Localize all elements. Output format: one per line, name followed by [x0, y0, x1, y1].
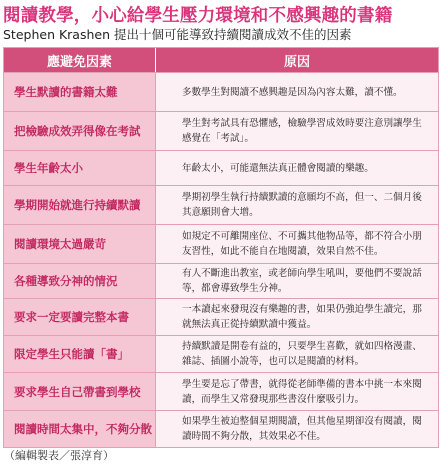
factor-cell: 學期開始就進行持續默讀 — [4, 186, 156, 224]
header-factor: 應避免因素 — [4, 48, 156, 72]
page-title: 閱讀教學，小心給學生壓力環境和不感興趣的書籍 — [3, 6, 393, 26]
reason-cell: 學生對考試具有恐懼感，檢驗學習成效時要注意別讓學生感覺在「考試」。 — [156, 112, 438, 150]
reason-cell: 年齡太小，可能還無法真正體會閱讀的樂趣。 — [156, 151, 438, 185]
reason-cell: 學生要是忘了帶書，就得從老師準備的書本中挑一本來閱讀，而學生又常發現那些書沒什麼吸引力。 — [156, 373, 438, 410]
reason-cell: 學期初學生執行持續默讀的意願均不高，但一、二個月後其意願則會大增。 — [156, 186, 438, 224]
page-subtitle: Stephen Krashen 提出十個可能導致持續閱讀成效不佳的因素 — [3, 27, 352, 42]
factor-cell: 學生默讀的書籍太難 — [4, 73, 156, 111]
reason-cell: 多數學生對閱讀不感興趣是因為內容太難，讀不懂。 — [156, 73, 438, 111]
reason-cell: 如規定不可離開座位、不可攜其他物品等，都不符合小朋友習性，如此不能自在地閱讀，效果自然不佳。 — [156, 225, 438, 263]
table-row — [4, 224, 438, 263]
table-row — [4, 298, 438, 335]
table-row — [4, 335, 438, 372]
factor-cell: 閱讀時間太集中，不夠分散 — [4, 411, 156, 447]
table-row — [4, 150, 438, 185]
reason-cell: 有人不斷進出教室，或老師向學生吼叫，要他們不要說話等，都會導致學生分神。 — [156, 264, 438, 298]
table-row — [4, 410, 438, 447]
table-row — [4, 185, 438, 224]
factor-cell: 把檢驗成效弄得像在考試 — [4, 112, 156, 150]
header-reason: 原因 — [283, 54, 310, 70]
factor-cell: 學生年齡太小 — [4, 151, 156, 185]
reason-cell: 持續默讀是開卷有益的，只要學生喜歡，就如四格漫畫、雜誌、插圖小說等，也可以是閱讀的材料。 — [156, 336, 438, 372]
table-row — [4, 263, 438, 298]
table-row — [4, 72, 438, 111]
table-row — [4, 372, 438, 410]
factor-cell: 閱讀環境太過嚴苛 — [4, 225, 156, 263]
factor-cell: 要求學生自己帶書到學校 — [4, 373, 156, 410]
table-header — [4, 48, 438, 72]
factors-table — [3, 47, 439, 448]
factor-cell: 各種導致分神的情況 — [4, 264, 156, 298]
table-row — [4, 111, 438, 150]
editor-credit: （編輯製表／張淳育） — [4, 449, 114, 462]
reason-cell: 如果學生被迫整個星期閱讀，但其他星期卻沒有閱讀，閱讀時間不夠分散，其效果必不佳。 — [156, 411, 438, 447]
factor-cell: 限定學生只能讀「書」 — [4, 336, 156, 372]
factor-cell: 要求一定要讀完整本書 — [4, 299, 156, 335]
reason-cell: 一本讀起來發現沒有樂趣的書，如果仍強迫學生讀完，那就無法真正從持續默讀中獲益。 — [156, 299, 438, 335]
